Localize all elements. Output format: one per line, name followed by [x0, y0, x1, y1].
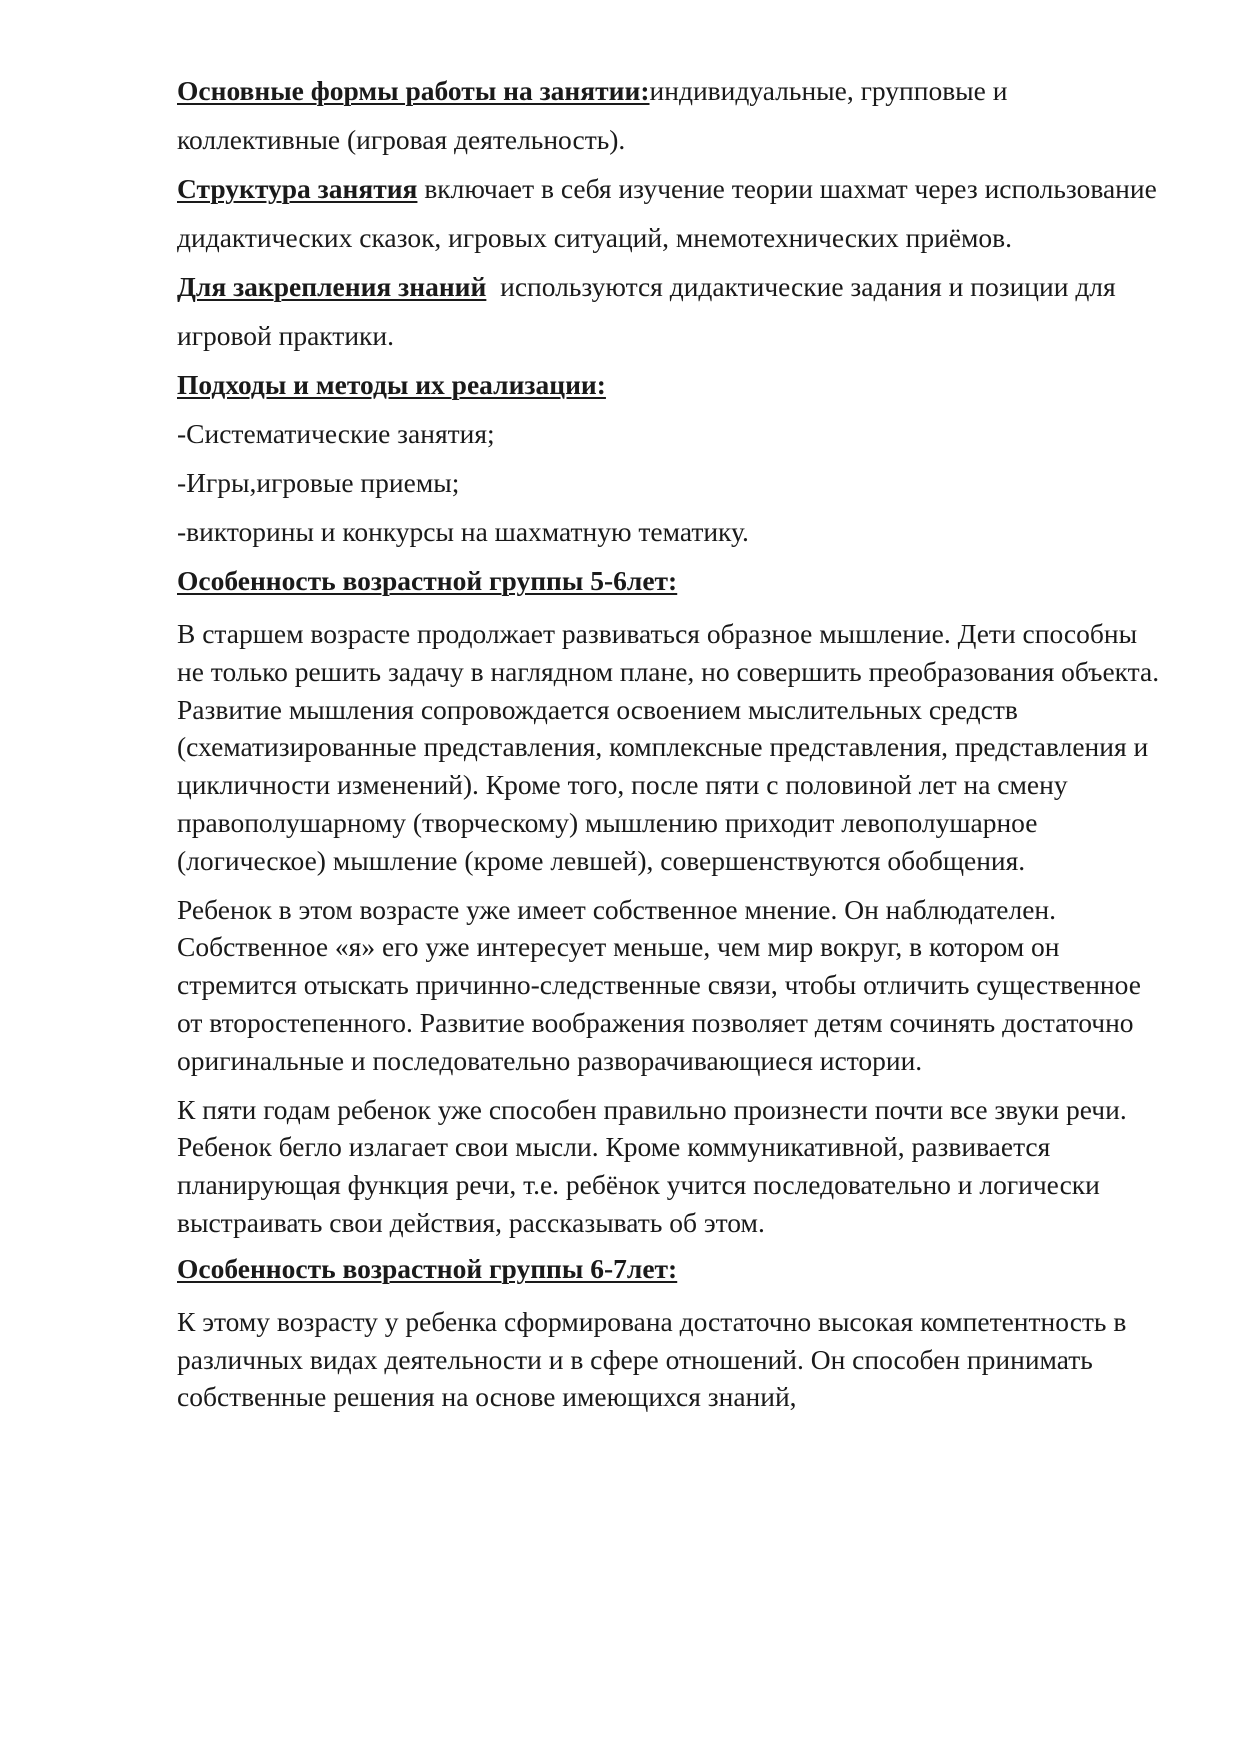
approach-item: -викторины и конкурсы на шахматную тематику.: [177, 516, 749, 547]
consolidation-paragraph: [177, 262, 1167, 360]
structure-text: включает в себя изучение теории шахмат через использование дидактических сказок, игровых ситуаций, мнемотехнических приёмов.: [177, 173, 1164, 253]
forms-paragraph: [177, 66, 1167, 164]
age67-heading: Особенность возрастной группы 6-7лет:: [177, 1252, 678, 1284]
age56-paragraph: Ребенок в этом возрасте уже имеет собственное мнение. Он наблюдателен. Собственное «я» его уже интересует меньше, чем мир вокруг, в котором он стремится отыскать причинно-следственные связи, чтобы отличить существенное от второстепенного. Развитие воображения позволяет детям сочинять достаточно оригинальные и последовательно разворачивающиеся истории.: [177, 893, 1141, 1076]
structure-heading: Структура занятия: [177, 173, 418, 204]
age56-heading: Особенность возрастной группы 5-6лет:: [177, 565, 678, 596]
age56-paragraph: В старшем возрасте продолжает развиваться образное мышление. Дети способны не только решить задачу в наглядном плане, но совершить преобразования объекта. Развитие мышления сопровождается освоением мыслительных средств (схематизированные представления, комплексные представления, представления и цикличности изменений). Кроме того, после пяти с половиной лет на смену правополушарному (творческому) мышлению приходит левополушарное (логическое) мышление (кроме левшей), совершенствуются обобщения.: [177, 618, 1160, 876]
approaches-heading: Подходы и методы их реализации:: [177, 369, 606, 400]
forms-text: индивидуальные, групповые и коллективные (игровая деятельность).: [177, 75, 1008, 155]
consolidation-text: используются дидактические задания и позиции для игровой практики.: [177, 271, 1123, 351]
approach-item: -Игры,игровые приемы;: [177, 467, 460, 498]
approach-item: -Систематические занятия;: [177, 418, 495, 449]
document-page: [177, 66, 1167, 1416]
age67-paragraph: К этому возрасту у ребенка сформирована достаточно высокая компетентность в различных видах деятельности и в сфере отношений. Он способен принимать собственные решения на основе имеющихся знаний,: [177, 1305, 1127, 1413]
consolidation-heading: Для закрепления знаний: [177, 271, 487, 302]
age56-paragraph: К пяти годам ребенок уже способен правильно произнести почти все звуки речи. Ребенок бегло излагает свои мысли. Кроме коммуникативной, развивается планирующая функция речи, т.е. ребёнок учится последовательно и логически выстраивать свои действия, рассказывать об этом.: [177, 1093, 1127, 1238]
forms-heading: Основные формы работы на занятии:: [177, 75, 650, 106]
structure-paragraph: [177, 164, 1167, 262]
